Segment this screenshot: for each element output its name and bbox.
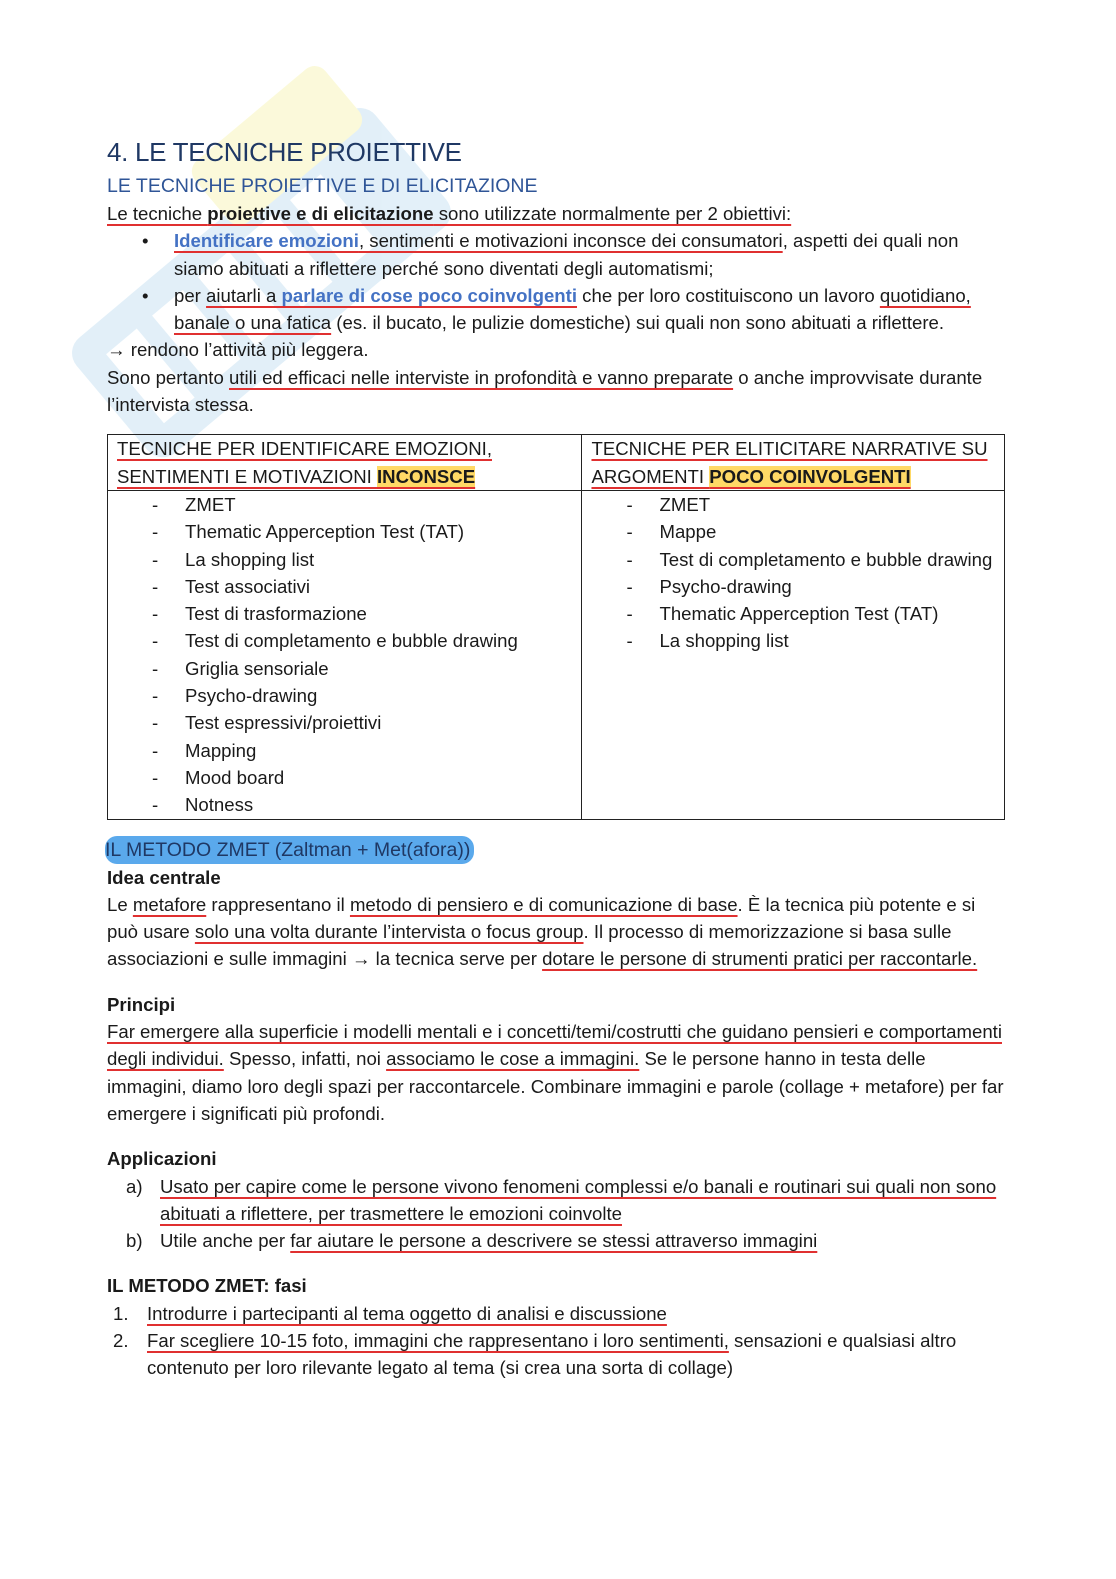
list-item: - ZMET [117,491,573,518]
list-item: - Mood board [117,764,573,791]
list-item: - Test di completamento e bubble drawing [591,546,996,573]
table-header-right: TECNICHE PER ELITICITARE NARRATIVE SU ARGOMENTI POCO COINVOLGENTI [582,435,1005,491]
idea-paragraph: Le metafore rappresentano il metodo di pensiero e di comunicazione di base. È la tecnica più potente e si può usare solo una volta durante l’intervista o focus group. Il processo di memorizzazione si basa sulle associazioni e sulle immagini → la tecnica serve per dotare le persone di strumenti pratici per raccontarle. [107,893,978,970]
list-item: - Thematic Apperception Test (TAT) [117,518,573,545]
fasi-heading: IL METODO ZMET: fasi [107,1275,307,1297]
list-item: 2. Far scegliere 10-15 foto, immagini che rappresentano i loro sentimenti, sensazioni e qualsiasi altro contenuto per loro rilevante legato al tema (si crea una sorta di collage) [113,1329,957,1379]
techniques-table [107,434,1005,819]
intro-paragraph: Le tecniche proiettive e di elicitazione sono utilizzate normalmente per 2 obiettivi: [107,203,792,224]
applicazioni-heading: Applicazioni [107,1148,217,1170]
list-item: a) Usato per capire come le persone vivono fenomeni complessi e/o banali e routinari sui quali non sono abituati a riflettere, per trasmettere le emozioni coinvolte [126,1175,997,1224]
list-item: - Mappe [591,518,996,545]
section-subtitle: LE TECNICHE PROIETTIVE E DI ELICITAZIONE [107,175,538,197]
list-item: - Thematic Apperception Test (TAT) [591,600,996,627]
idea-heading: Idea centrale [107,866,221,888]
list-item: b) Utile anche per far aiutare le persone a descrivere se stessi attraverso immagini [126,1230,818,1252]
list-item: - Test associativi [117,573,573,600]
list-item: - Psycho-drawing [117,682,573,709]
list-item: - Griglia sensoriale [117,655,573,682]
fasi-list [107,1300,1007,1382]
principi-paragraph: Far emergere alla superficie i modelli mentali e i concetti/temi/costrutti che guidano pensieri e comportamenti degli individui. Spesso, infatti, noi associamo le cose a immagini. Se le persone hanno in testa delle immagini, diamo loro degli spazi per raccontarcele. Combinare immagini e parole (collage + metafore) per far emergere i significati più profondi. [107,1021,1004,1124]
list-item: 1. Introdurre i partecipanti al tema oggetto di analisi e discussione [113,1302,667,1324]
table-cell-left [108,490,582,819]
list-item: • Identificare emozioni, sentimenti e motivazioni inconsce dei consumatori, aspetti dei quali non siamo abituati a riflettere perché sono diventati degli automatismi; [107,227,1007,282]
list-item: - Mapping [117,737,573,764]
zmet-heading: IL METODO ZMET (Zaltman + Met(afora)) [105,836,474,864]
list-item: - Notness [117,791,573,818]
list-item: - Test espressivi/proiettivi [117,709,573,736]
document-page [107,134,1007,1382]
list-item: - Psycho-drawing [591,573,996,600]
page-title: 4. LE TECNICHE PROIETTIVE [107,137,462,167]
objectives-list [107,227,1007,336]
list-item: - La shopping list [591,627,996,654]
table-cell-right [582,490,1005,819]
list-item: - Test di completamento e bubble drawing [117,627,573,654]
arrow-note: → rendono l’attività più leggera. [107,339,369,361]
table-header-left: TECNICHE PER IDENTIFICARE EMOZIONI, SENTIMENTI E MOTIVAZIONI INCONSCE [108,435,582,491]
pertanto-paragraph: Sono pertanto utili ed efficaci nelle interviste in profondità e vanno preparate o anche improvvisate durante l’intervista stessa. [107,366,983,416]
list-item: - ZMET [591,491,996,518]
applicazioni-list [107,1173,1007,1255]
principi-heading: Principi [107,993,176,1015]
list-item: • per aiutarli a parlare di cose poco coinvolgenti che per loro costituiscono un lavoro quotidiano, banale o una fatica (es. il bucato, le pulizie domestiche) sui quali non sono abituati a riflettere. [107,282,1007,337]
list-item: - Test di trasformazione [117,600,573,627]
list-item: - La shopping list [117,546,573,573]
